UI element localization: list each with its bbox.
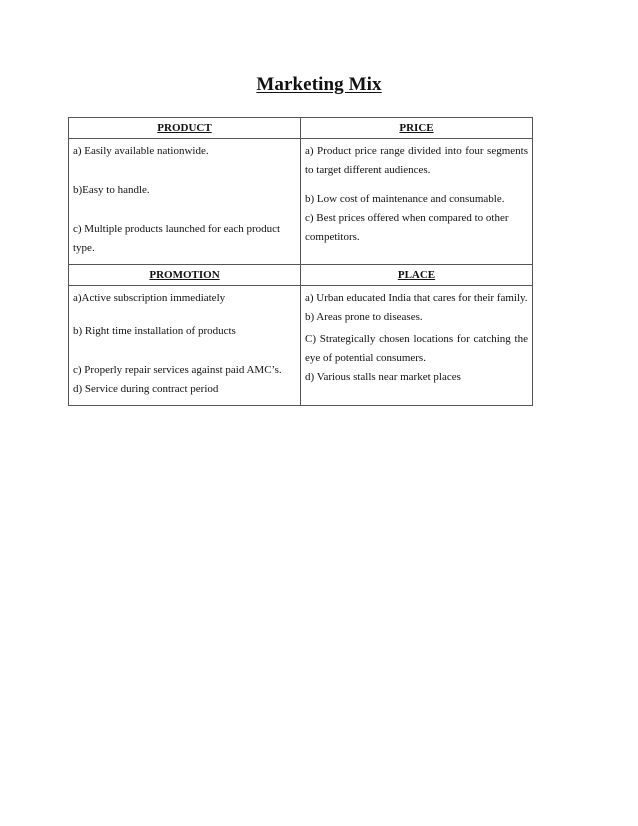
price-item-c: c) Best prices offered when compared to other competitors. xyxy=(305,212,509,243)
promotion-cell xyxy=(69,286,301,406)
promotion-item-d: d) Service during contract period xyxy=(73,383,219,395)
place-item-c: C) Strategically chosen locations for catching the eye of potential consumers. xyxy=(305,333,528,364)
price-cell xyxy=(301,139,533,265)
price-item-a: a) Product price range divided into four segments to target different audiences. xyxy=(305,145,528,176)
product-cell xyxy=(69,139,301,265)
header-row-product-price xyxy=(69,118,533,139)
content-row-promotion-place xyxy=(69,286,533,406)
header-row-promotion-place xyxy=(69,265,533,286)
promotion-heading: PROMOTION xyxy=(69,265,301,286)
price-item-b: b) Low cost of maintenance and consumable. xyxy=(305,193,505,205)
place-item-b: b) Areas prone to diseases. xyxy=(305,311,423,323)
product-item-c: c) Multiple products launched for each product type. xyxy=(73,223,281,254)
place-item-a: a) Urban educated India that cares for their family. xyxy=(305,292,528,304)
page-title: Marketing Mix xyxy=(256,74,382,95)
product-item-a: a) Easily available nationwide. xyxy=(73,145,209,157)
marketing-mix-table xyxy=(68,117,533,406)
promotion-item-b: b) Right time installation of products xyxy=(73,325,236,337)
place-item-d: d) Various stalls near market places xyxy=(305,371,461,383)
content-row-product-price xyxy=(69,139,533,265)
price-heading: PRICE xyxy=(301,118,533,139)
product-heading: PRODUCT xyxy=(69,118,301,139)
promotion-item-a: a)Active subscription immediately xyxy=(73,292,226,304)
product-item-b: b)Easy to handle. xyxy=(73,184,150,196)
place-heading: PLACE xyxy=(301,265,533,286)
place-cell xyxy=(301,286,533,406)
promotion-item-c: c) Properly repair services against paid AMC’s. xyxy=(73,364,282,376)
